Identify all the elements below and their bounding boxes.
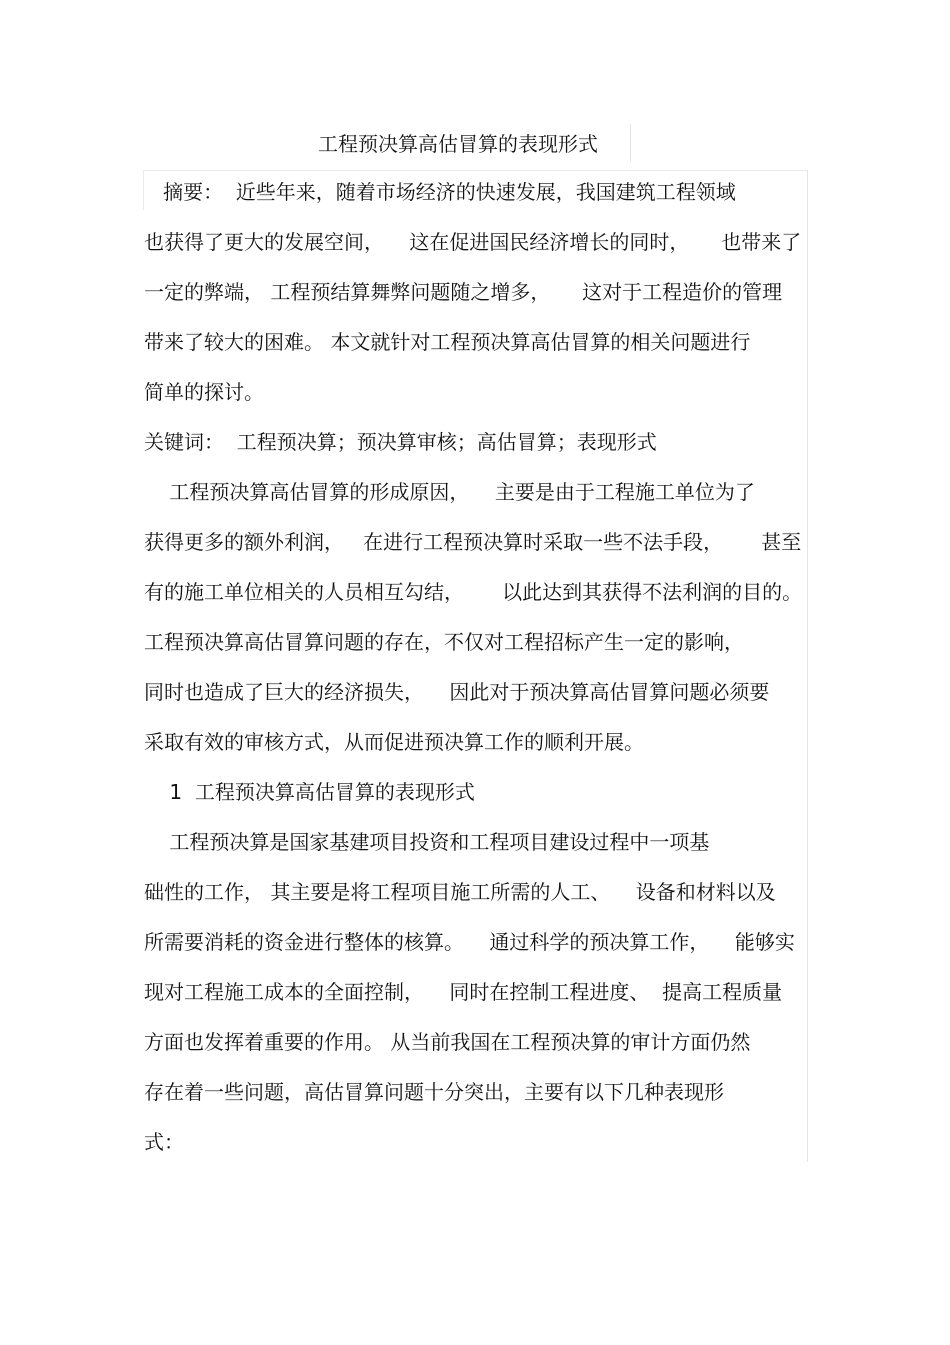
- body-line: 工程预决算是国家基建项目投资和工程项目建设过程中一项基: [144, 830, 710, 854]
- body-line: 采取有效的审核方式，从而促进预决算工作的顺利开展。: [144, 730, 644, 754]
- keywords-line: 关键词： 工程预决算；预决算审核；高估冒算；表现形式: [144, 430, 657, 454]
- body-line: 方面也发挥着重要的作用。 从当前我国在工程预决算的审计方面仍然: [144, 1030, 751, 1054]
- title-divider: [630, 124, 631, 162]
- body-line: 获得更多的额外利润， 在进行工程预决算时采取一些不法手段， 甚至: [144, 530, 802, 554]
- section-heading: 1 工程预决算高估冒算的表现形式: [144, 780, 475, 804]
- body-line: 有的施工单位相关的人员相互勾结， 以此达到其获得不法利润的目的。: [144, 580, 803, 604]
- abstract-line: 一定的弊端， 工程预结算舞弊问题随之增多， 这对于工程造价的管理: [144, 280, 783, 304]
- abstract-line: 带来了较大的困难。 本文就针对工程预决算高估冒算的相关问题进行: [144, 330, 751, 354]
- document-body: [144, 172, 808, 1172]
- body-line: 工程预决算高估冒算问题的存在，不仅对工程招标产生一定的影响，: [144, 630, 744, 654]
- abstract-line: 简单的探讨。: [144, 380, 264, 404]
- body-line: 式：: [144, 1130, 184, 1154]
- body-line: 础性的工作， 其主要是将工程项目施工所需的人工、 设备和材料以及: [144, 880, 776, 904]
- body-line: 所需要消耗的资金进行整体的核算。 通过科学的预决算工作， 能够实: [144, 930, 795, 954]
- body-line: 工程预决算高估冒算的形成原因， 主要是由于工程施工单位为了: [144, 480, 755, 504]
- abstract-line: 也获得了更大的发展空间， 这在促进国民经济增长的同时， 也带来了: [144, 230, 802, 254]
- body-line: 存在着一些问题，高估冒算问题十分突出，主要有以下几种表现形: [144, 1080, 724, 1104]
- body-line: 现对工程施工成本的全面控制， 同时在控制工程进度、 提高工程质量: [144, 980, 783, 1004]
- document-title: 工程预决算高估冒算的表现形式: [318, 132, 598, 156]
- body-line: 同时也造成了巨大的经济损失， 因此对于预决算高估冒算问题必须要: [144, 680, 770, 704]
- frame-top-border: [144, 170, 808, 171]
- abstract-line: 摘要： 近些年来，随着市场经济的快速发展，我国建筑工程领域: [144, 180, 736, 204]
